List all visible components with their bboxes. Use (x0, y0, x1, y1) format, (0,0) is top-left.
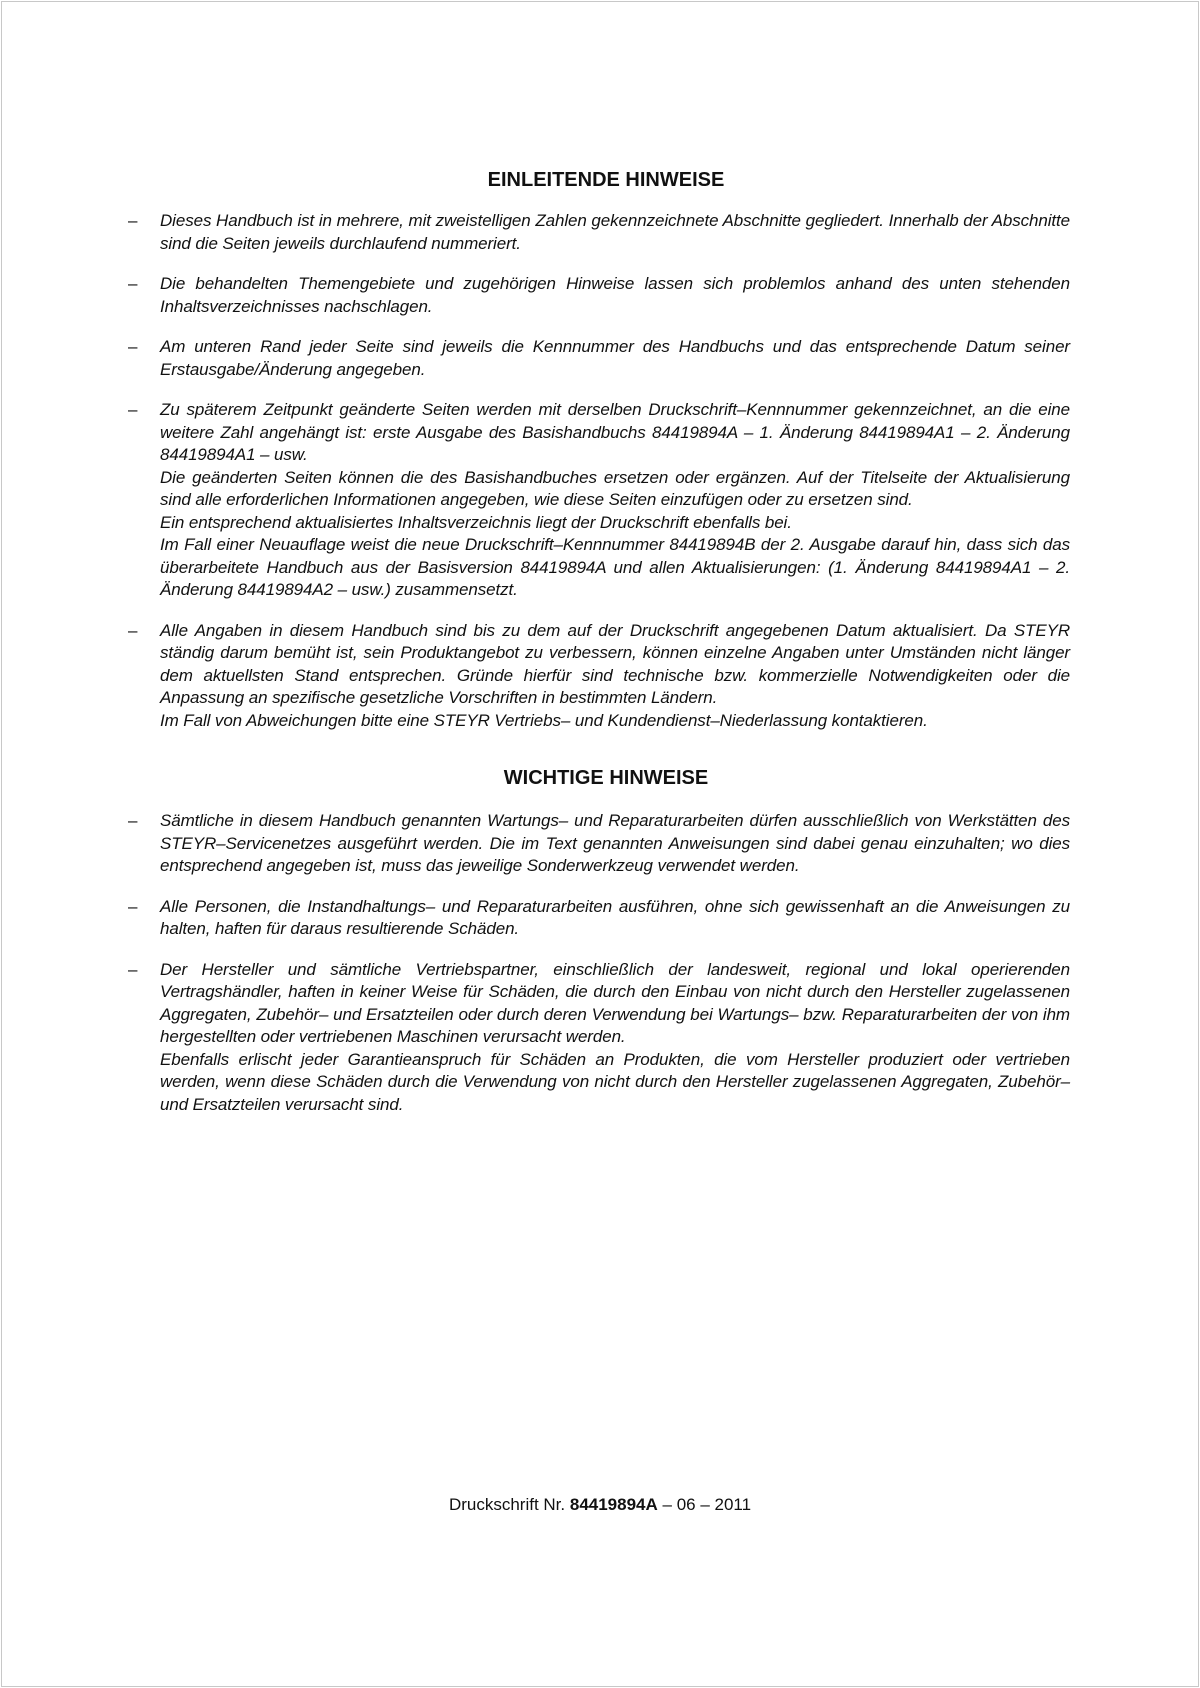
list-item (128, 273, 1070, 318)
bullet-dash: – (128, 211, 138, 230)
bullet-dash: – (128, 896, 138, 916)
section-einleitende-hinweise (128, 210, 1070, 732)
paragraph: Am unteren Rand jeder Seite sind jeweils die Kennnummer des Handbuchs und das entsprechende Datum seiner Erstausgabe/Änderung angegeben. (160, 337, 1070, 379)
bullet-dash: – (128, 959, 138, 979)
section-wichtige-hinweise (128, 810, 1070, 1116)
list-item-text (160, 959, 1070, 1117)
paragraph: Zu späterem Zeitpunkt geänderte Seiten werden mit derselben Druckschrift–Kennnummer gekennzeichnet, an die eine weitere Zahl angehängt ist: erste Ausgabe des Basishandbuchs 84419894A – 1. Änderung 84419894A1 – 2. Änderung 84419894A1 – usw. (160, 400, 1070, 464)
list-item (128, 896, 1070, 941)
paragraph: Im Fall einer Neuauflage weist die neue Druckschrift–Kennnummer 84419894B der 2. Ausgabe darauf hin, dass sich das überarbeitete Handbuch aus der Basisversion 84419894A und allen Aktualisierungen: (1. Änderung 84419894A1 – 2. Änderung 84419894A2 – usw.) zusammensetzt. (160, 535, 1070, 599)
page-footer (0, 1494, 1200, 1516)
list-item-text (160, 273, 1070, 318)
paragraph: Sämtliche in diesem Handbuch genannten Wartungs– und Reparaturarbeiten dürfen ausschließlich von Werkstätten des STEYR–Servicenetzes ausgeführt werden. Die im Text genannten Anweisungen sind dabei genau einzuhalten; wo dies entsprechend angegeben ist, muss das jeweilige Sonderwerkzeug verwendet werden. (160, 811, 1070, 875)
paragraph: Ein entsprechend aktualisiertes Inhaltsverzeichnis liegt der Druckschrift ebenfalls bei. (160, 512, 792, 532)
bullet-dash: – (128, 620, 138, 640)
paragraph: Alle Angaben in diesem Handbuch sind bis zu dem auf der Druckschrift angegebenen Datum aktualisiert. Da STEYR ständig darum bemüht ist, sein Produktangebot zu verbessern, können einzelne Angaben unter Umständen nicht länger dem aktuellsten Stand entsprechen. Gründe hierfür sind technische bzw. kommerzielle Notwendigkeiten oder die Anpassung an spezifische gesetzliche Vorschriften in bestimmten Ländern. (160, 620, 1070, 707)
list-item (128, 336, 1070, 381)
bullet-dash: – (128, 400, 138, 419)
paragraph: Dieses Handbuch ist in mehrere, mit zweistelligen Zahlen gekennzeichnete Abschnitte gegliedert. Innerhalb der Abschnitte sind die Seiten jeweils durchlaufend nummeriert. (160, 211, 1070, 253)
document-content (128, 168, 1070, 1134)
footer-document-number: 84419894A (569, 1495, 658, 1514)
list-item (128, 210, 1070, 255)
paragraph: Der Hersteller und sämtliche Vertriebspartner, einschließlich der landesweit, regional und lokal operierenden Vertragshändler, haften in keiner Weise für Schäden, die durch den Einbau von nicht durch den Hersteller zugelassenen Aggregaten, Zubehör– und Ersatzteilen oder durch deren Verwendung bei Wartungs– bzw. Reparaturarbeiten der von ihm hergestellten oder vertriebenen Maschinen verursacht werden. (160, 959, 1070, 1046)
list-item (128, 620, 1070, 733)
list-item-text (160, 896, 1070, 941)
footer-date: – 06 – 2011 (662, 1495, 752, 1514)
paragraph: Die geänderten Seiten können die des Basishandbuches ersetzen oder ergänzen. Auf der Titelseite der Aktualisierung sind alle erforderlichen Informationen angegeben, wie diese Seiten einzufügen oder zu ersetzen sind. (160, 467, 1070, 509)
section-title-wichtige-hinweise: WICHTIGE HINWEISE (503, 767, 709, 789)
bullet-dash: – (128, 811, 138, 830)
paragraph: Die behandelten Themengebiete und zugehörigen Hinweise lassen sich problemlos anhand des unten stehenden Inhaltsverzeichnisses nachschlagen. (160, 274, 1070, 316)
list-item-text (160, 810, 1070, 878)
list-item-text (160, 336, 1070, 381)
bullet-dash: – (128, 337, 138, 356)
footer-prefix: Druckschrift Nr. (448, 1495, 566, 1514)
list-item (128, 399, 1070, 602)
list-item-text (160, 620, 1070, 733)
paragraph: Ebenfalls erlischt jeder Garantieanspruch für Schäden an Produkten, die vom Hersteller produziert oder vertrieben werden, wenn diese Schäden durch die Verwendung von nicht durch den Hersteller zugelassenen Aggregaten, Zubehör– und Ersatzteilen verursacht sind. (160, 1049, 1070, 1114)
list-item-text (160, 210, 1070, 255)
list-item (128, 959, 1070, 1117)
paragraph: Im Fall von Abweichungen bitte eine STEYR Vertriebs– und Kundendienst–Niederlassung kontaktieren. (160, 710, 928, 730)
list-item-text (160, 399, 1070, 602)
section-title-einleitende-hinweise: EINLEITENDE HINWEISE (487, 169, 725, 191)
bullet-dash: – (128, 274, 138, 293)
paragraph: Alle Personen, die Instandhaltungs– und Reparaturarbeiten ausführen, ohne sich gewissenhaft an die Anweisungen zu halten, haften für daraus resultierende Schäden. (160, 896, 1070, 938)
list-item (128, 810, 1070, 878)
